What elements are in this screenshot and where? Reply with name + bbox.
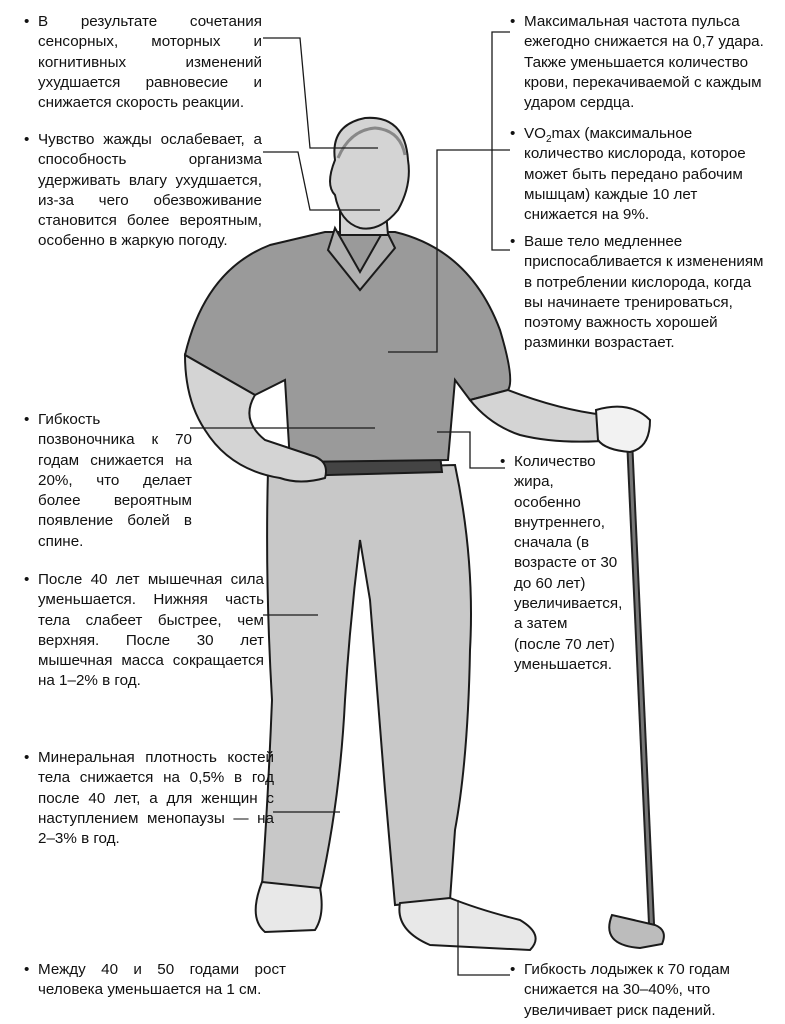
note-reaction-text: • В результате сочетания сенсорных, моторных и когнитивных изменений ухудшается равновесие и снижается скорость реакции. [24, 12, 262, 113]
note-spine-text: • Гибкость позвоночника к 70 годам снижается на 20%, что делает более вероятным появление болей в спине. [24, 410, 192, 552]
note-vo2-text [510, 124, 772, 225]
note-thirst-text: • Чувство жажды ослабевает, а способность организма удерживать влагу ухудшается, из-за чего обезвоживание становится более вероятным, особенно в жаркую погоду. [24, 130, 262, 252]
note-adapt-text: • Ваше тело медленнее приспосабливается к изменениям в потреблении кислорода, когда вы начинаете тренироваться, поэтому важность хорошей разминки возрастает. [510, 232, 772, 354]
right-shoe [399, 898, 535, 950]
vo2-rest: max (максимальное количество кислорода, которое может быть передано рабочим мышцам) каждые 10 лет снижается на 9%. [524, 125, 746, 224]
note-adapt [510, 232, 772, 356]
note-muscle [24, 570, 264, 694]
vo2-subscript: 2 [545, 134, 552, 146]
head [330, 118, 409, 229]
note-height [24, 960, 286, 1003]
note-spine [24, 410, 192, 554]
note-ankle-text: • Гибкость лодыжек к 70 годам снижается на 30–40%, что увеличивает риск падений. [510, 960, 772, 1021]
glove [596, 407, 650, 452]
note-vo2 [510, 124, 772, 227]
note-pulse [510, 12, 772, 115]
note-fat [500, 452, 623, 677]
note-height-text: • Между 40 и 50 годами рост человека уменьшается на 1 см. [24, 960, 286, 1001]
note-pulse-text: • Максимальная частота пульса ежегодно снижается на 0,7 удара. Также уменьшается количество крови, перекачиваемой с каждым ударом сердца. [510, 12, 772, 113]
left-shoe [256, 882, 322, 932]
note-bone-text: • Минеральная плотность костей тела снижается на 0,5% в год после 40 лет, а для женщин с наступлением менопаузы — на 2–3% в год. [24, 748, 274, 849]
note-bone [24, 748, 274, 851]
vo2-prefix: VO [524, 125, 546, 142]
note-muscle-text: • После 40 лет мышечная сила уменьшается. Нижняя часть тела слабеет быстрее, чем верхняя. После 30 лет мышечная масса сокращается на 1–2% в год. [24, 570, 264, 692]
note-thirst [24, 130, 262, 254]
note-reaction [24, 12, 262, 115]
pants [262, 465, 471, 905]
right-arm [470, 390, 615, 442]
note-fat-text: • Количество жира, особенно внутреннего, сначала (в возрасте от 30 до 60 лет) увеличивается, а затем (после 70 лет) уменьшается. [500, 452, 618, 675]
note-ankle [510, 960, 772, 1023]
